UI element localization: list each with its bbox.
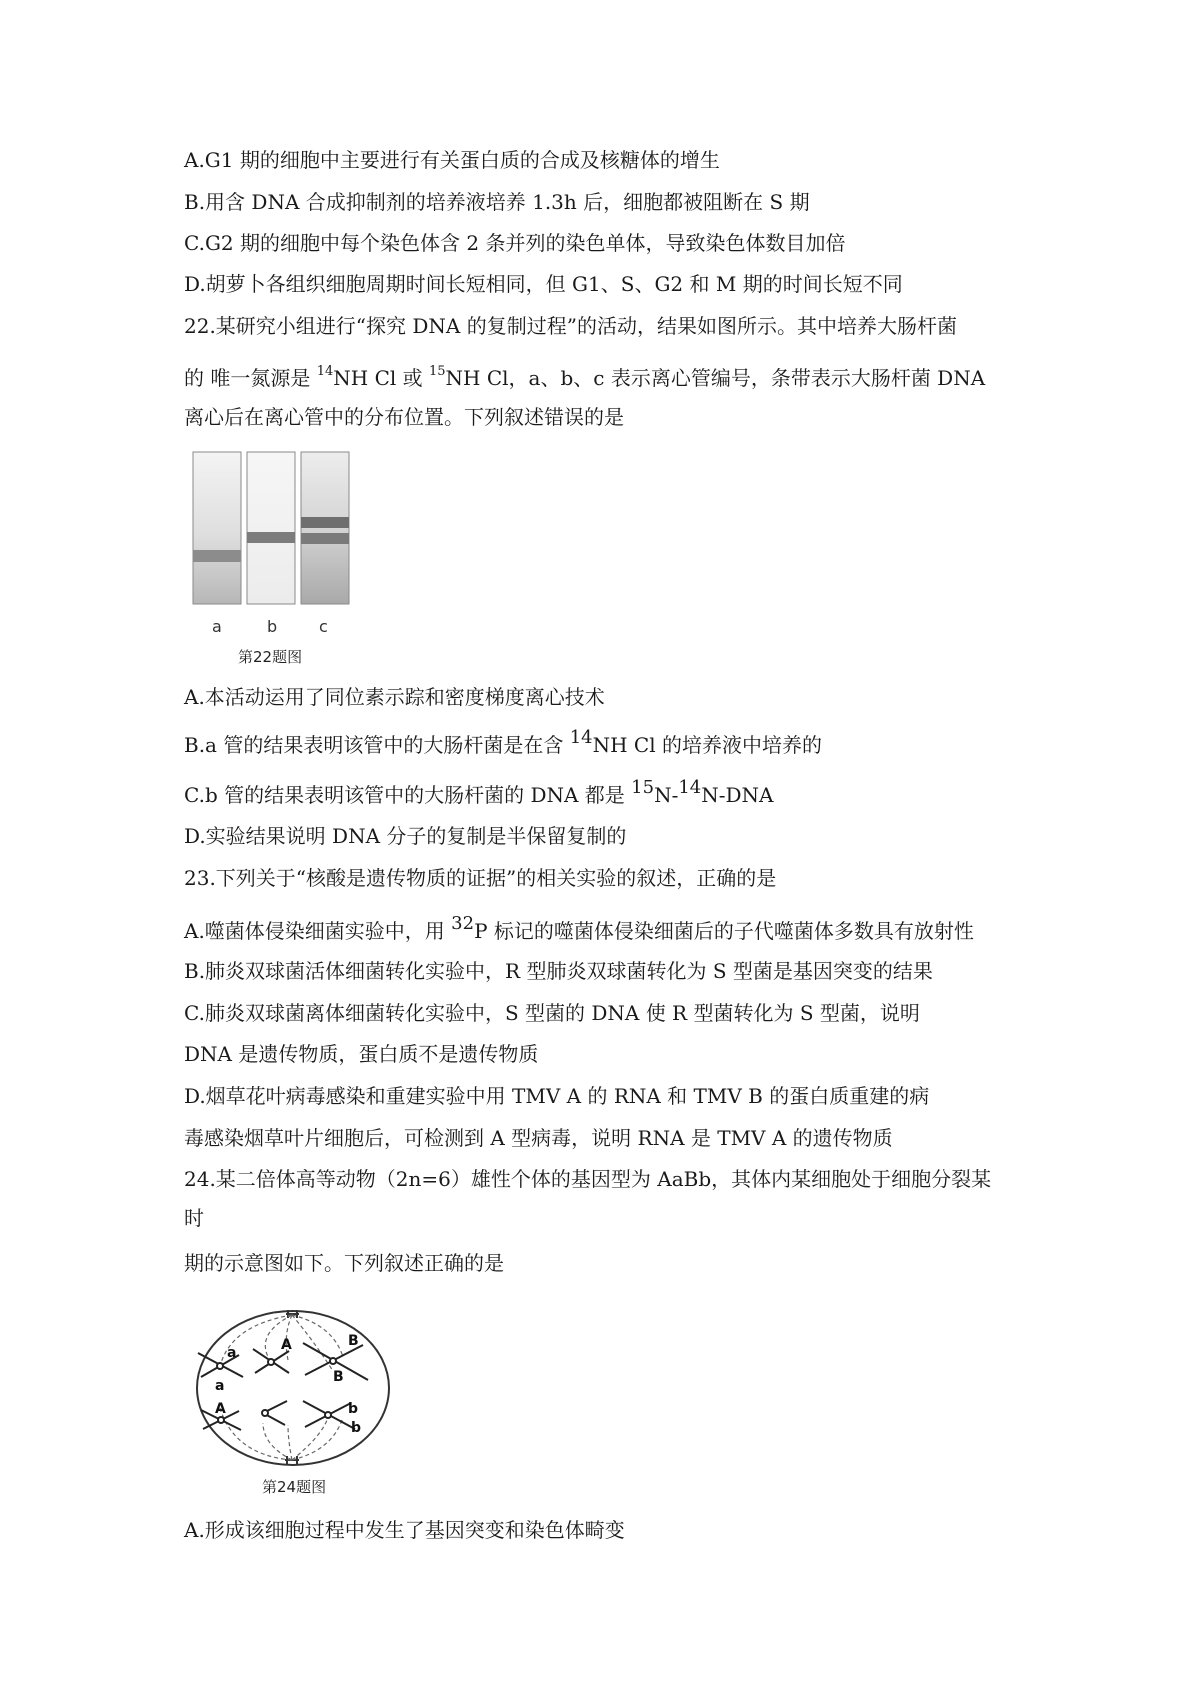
gene-label: b bbox=[351, 1420, 362, 1436]
cell-membrane bbox=[197, 1311, 389, 1465]
gene-label: a bbox=[215, 1378, 225, 1394]
tube-b bbox=[247, 452, 295, 604]
tube-c-band-upper bbox=[301, 517, 349, 528]
q24-stem-line3: 期的示意图如下。下列叙述正确的是 bbox=[184, 1251, 504, 1275]
isotope-14-superscript: 14 bbox=[569, 727, 593, 748]
q24-stem-line1: 24.某二倍体高等动物（2n=6）雄性个体的基因型为 AaBb，其体内某细胞处于细胞分裂某 bbox=[184, 1167, 992, 1191]
isotope-14-superscript: 14 bbox=[678, 777, 702, 798]
q21-option-c: C.G2 期的细胞中每个染色体含 2 条并列的染色单体，导致染色体数目加倍 bbox=[184, 231, 846, 255]
gene-label: b bbox=[348, 1401, 359, 1417]
q22-option-c bbox=[184, 777, 774, 811]
q22-option-c-text: C.b 管的结果表明该管中的大肠杆菌的 DNA 都是 bbox=[184, 783, 632, 807]
tube-label-c: c bbox=[319, 617, 328, 636]
q23-option-d-line1: D.烟草花叶病毒感染和重建实验中用 TMV A 的 RNA 和 TMV B 的蛋白质重建的病 bbox=[184, 1084, 930, 1108]
gene-label: A bbox=[281, 1337, 292, 1353]
q24-stem-line2: 时 bbox=[184, 1206, 204, 1230]
q21-option-b: B.用含 DNA 合成抑制剂的培养液培养 1.3h 后，细胞都被阻断在 S 期 bbox=[184, 190, 810, 214]
tube-label-b: b bbox=[267, 617, 278, 636]
q22-stem-text: NH Cl，a、b、c 表示离心管编号，条带表示大肠杆菌 DNA bbox=[445, 366, 986, 390]
isotope-15-superscript: 15 bbox=[428, 364, 446, 379]
q23-option-c-line1: C.肺炎双球菌离体细菌转化实验中，S 型菌的 DNA 使 R 型菌转化为 S 型菌，说明 bbox=[184, 1001, 920, 1025]
q23-option-d-line2: 毒感染烟草叶片细胞后，可检测到 A 型病毒，说明 RNA 是 TMV A 的遗传物质 bbox=[184, 1126, 893, 1150]
tube-a-band bbox=[193, 550, 241, 562]
q24-option-a: A.形成该细胞过程中发生了基因突变和染色体畸变 bbox=[184, 1518, 625, 1542]
q23-stem: 23.下列关于“核酸是遗传物质的证据”的相关实验的叙述，正确的是 bbox=[184, 866, 777, 890]
tube-b-band bbox=[247, 532, 295, 543]
q22-option-b-text: B.a 管的结果表明该管中的大肠杆菌是在含 bbox=[184, 733, 570, 757]
q22-stem-line1: 22.某研究小组进行“探究 DNA 的复制过程”的活动，结果如图所示。其中培养大肠杆菌 bbox=[184, 314, 957, 338]
gene-label: A bbox=[215, 1401, 226, 1417]
q22-stem-text: 的 唯一氮源是 bbox=[184, 366, 317, 390]
gene-label: B bbox=[348, 1333, 359, 1349]
tube-a bbox=[193, 452, 241, 604]
q23-option-a-text: P 标记的噬菌体侵染细菌后的子代噬菌体多数具有放射性 bbox=[474, 919, 974, 943]
figure-22-caption: 第22题图 bbox=[238, 648, 303, 666]
q22-option-c-text: N-DNA bbox=[701, 783, 774, 807]
figure-24-caption: 第24题图 bbox=[262, 1478, 327, 1496]
centrifuge-tubes-figure bbox=[190, 450, 360, 610]
isotope-14-superscript: 14 bbox=[316, 364, 334, 379]
isotope-15-superscript: 15 bbox=[631, 777, 655, 798]
q21-option-a: A.G1 期的细胞中主要进行有关蛋白质的合成及核糖体的增生 bbox=[184, 148, 720, 172]
q22-option-b bbox=[184, 727, 822, 761]
q22-stem-line2 bbox=[184, 364, 985, 396]
q23-option-b: B.肺炎双球菌活体细菌转化实验中，R 型肺炎双球菌转化为 S 型菌是基因突变的结果 bbox=[184, 959, 933, 983]
tube-c-band-lower bbox=[301, 533, 349, 544]
q23-option-a bbox=[184, 913, 974, 947]
q21-option-d: D.胡萝卜各组织细胞周期时间长短相同，但 G1、S、G2 和 M 期的时间长短不同 bbox=[184, 272, 903, 296]
q23-option-a-text: A.噬菌体侵染细菌实验中，用 bbox=[184, 919, 452, 943]
q22-option-c-text: N- bbox=[654, 783, 679, 807]
q22-option-a: A.本活动运用了同位素示踪和密度梯度离心技术 bbox=[184, 685, 605, 709]
gene-label: a bbox=[227, 1345, 237, 1361]
q22-stem-text: NH Cl 或 bbox=[333, 366, 429, 390]
q23-option-c-line2: DNA 是遗传物质，蛋白质不是遗传物质 bbox=[184, 1042, 539, 1066]
tube-label-a: a bbox=[212, 617, 222, 636]
cell-division-figure bbox=[193, 1305, 398, 1470]
q22-stem-line3: 离心后在离心管中的分布位置。下列叙述错误的是 bbox=[184, 405, 624, 429]
q22-option-b-text: NH Cl 的培养液中培养的 bbox=[592, 733, 822, 757]
isotope-32-superscript: 32 bbox=[451, 913, 475, 934]
gene-label: B bbox=[333, 1369, 344, 1385]
tube-c bbox=[301, 452, 349, 604]
q22-option-d: D.实验结果说明 DNA 分子的复制是半保留复制的 bbox=[184, 824, 627, 848]
